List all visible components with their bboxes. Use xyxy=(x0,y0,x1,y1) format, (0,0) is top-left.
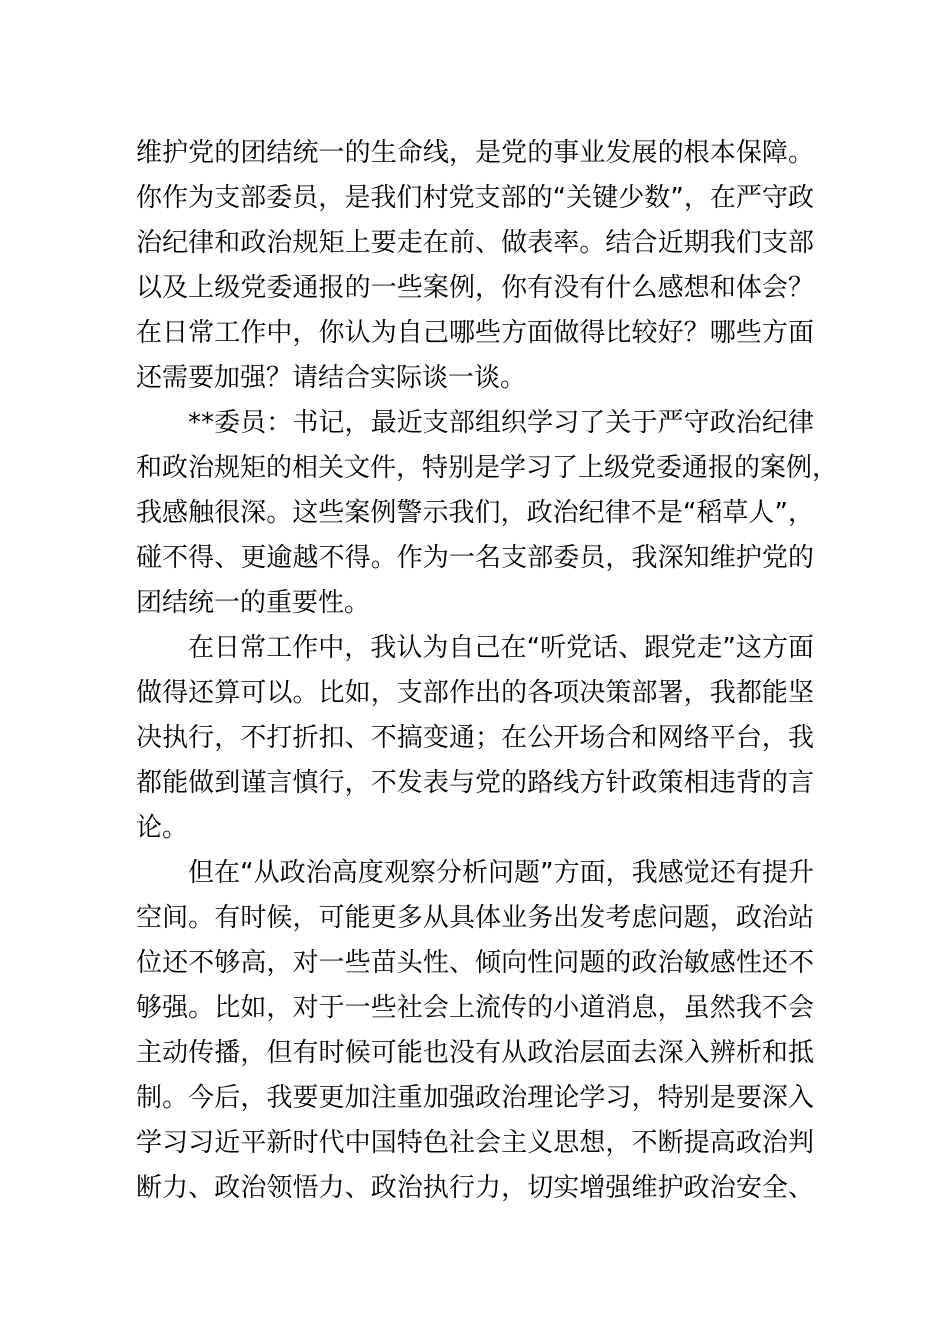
text-line: 还需要加强？请结合实际谈一谈。 xyxy=(136,363,527,393)
text-line: 决执行，不打折扣、不搞变通；在公开场合和网络平台，我 xyxy=(136,723,814,753)
text-line: 在日常工作中，你认为自己哪些方面做得比较好？哪些方面 xyxy=(136,318,814,348)
text-line: 你作为支部委员，是我们村党支部的“关键少数”，在严守政 xyxy=(136,183,814,213)
text-line: 都能做到谨言慎行，不发表与党的路线方针政策相违背的言 xyxy=(136,768,814,798)
text-line: 在日常工作中，我认为自己在“听党话、跟党走”这方面 xyxy=(188,633,814,663)
paragraph-answer-intro xyxy=(136,401,839,626)
paragraph-strengths xyxy=(136,626,814,851)
text-line: 团结统一的重要性。 xyxy=(136,588,371,618)
text-line: 制。今后，我要更加注重加强政治理论学习，特别是要深入 xyxy=(136,1083,814,1113)
document-body xyxy=(136,131,839,1211)
text-line: 断力、政治领悟力、政治执行力，切实增强维护政治安全、 xyxy=(136,1173,814,1203)
paragraph-question xyxy=(136,131,814,401)
text-line: 和政治规矩的相关文件，特别是学习了上级党委通报的案例， xyxy=(136,453,839,483)
text-line: 维护党的团结统一的生命线，是党的事业发展的根本保障。 xyxy=(136,138,814,168)
paragraph-improvements xyxy=(136,851,814,1211)
text-line: 以及上级党委通报的一些案例，你有没有什么感想和体会？ xyxy=(136,273,814,303)
text-line: 碰不得、更逾越不得。作为一名支部委员，我深知维护党的 xyxy=(136,543,814,573)
text-line: 做得还算可以。比如，支部作出的各项决策部署，我都能坚 xyxy=(136,678,814,708)
text-line: 主动传播，但有时候可能也没有从政治层面去深入辨析和抵 xyxy=(136,1038,814,1068)
text-line: 我感触很深。这些案例警示我们，政治纪律不是“稻草人”， xyxy=(136,498,814,528)
text-line: 够强。比如，对于一些社会上流传的小道消息，虽然我不会 xyxy=(136,993,814,1023)
text-line: **委员：书记，最近支部组织学习了关于严守政治纪律 xyxy=(188,408,814,438)
text-line: 位还不够高，对一些苗头性、倾向性问题的政治敏感性还不 xyxy=(136,948,814,978)
text-line: 学习习近平新时代中国特色社会主义思想，不断提高政治判 xyxy=(136,1128,814,1158)
text-line: 空间。有时候，可能更多从具体业务出发考虑问题，政治站 xyxy=(136,903,814,933)
text-line: 论。 xyxy=(136,813,189,843)
text-line: 但在“从政治高度观察分析问题”方面，我感觉还有提升 xyxy=(188,858,814,888)
text-line: 治纪律和政治规矩上要走在前、做表率。结合近期我们支部 xyxy=(136,228,814,258)
